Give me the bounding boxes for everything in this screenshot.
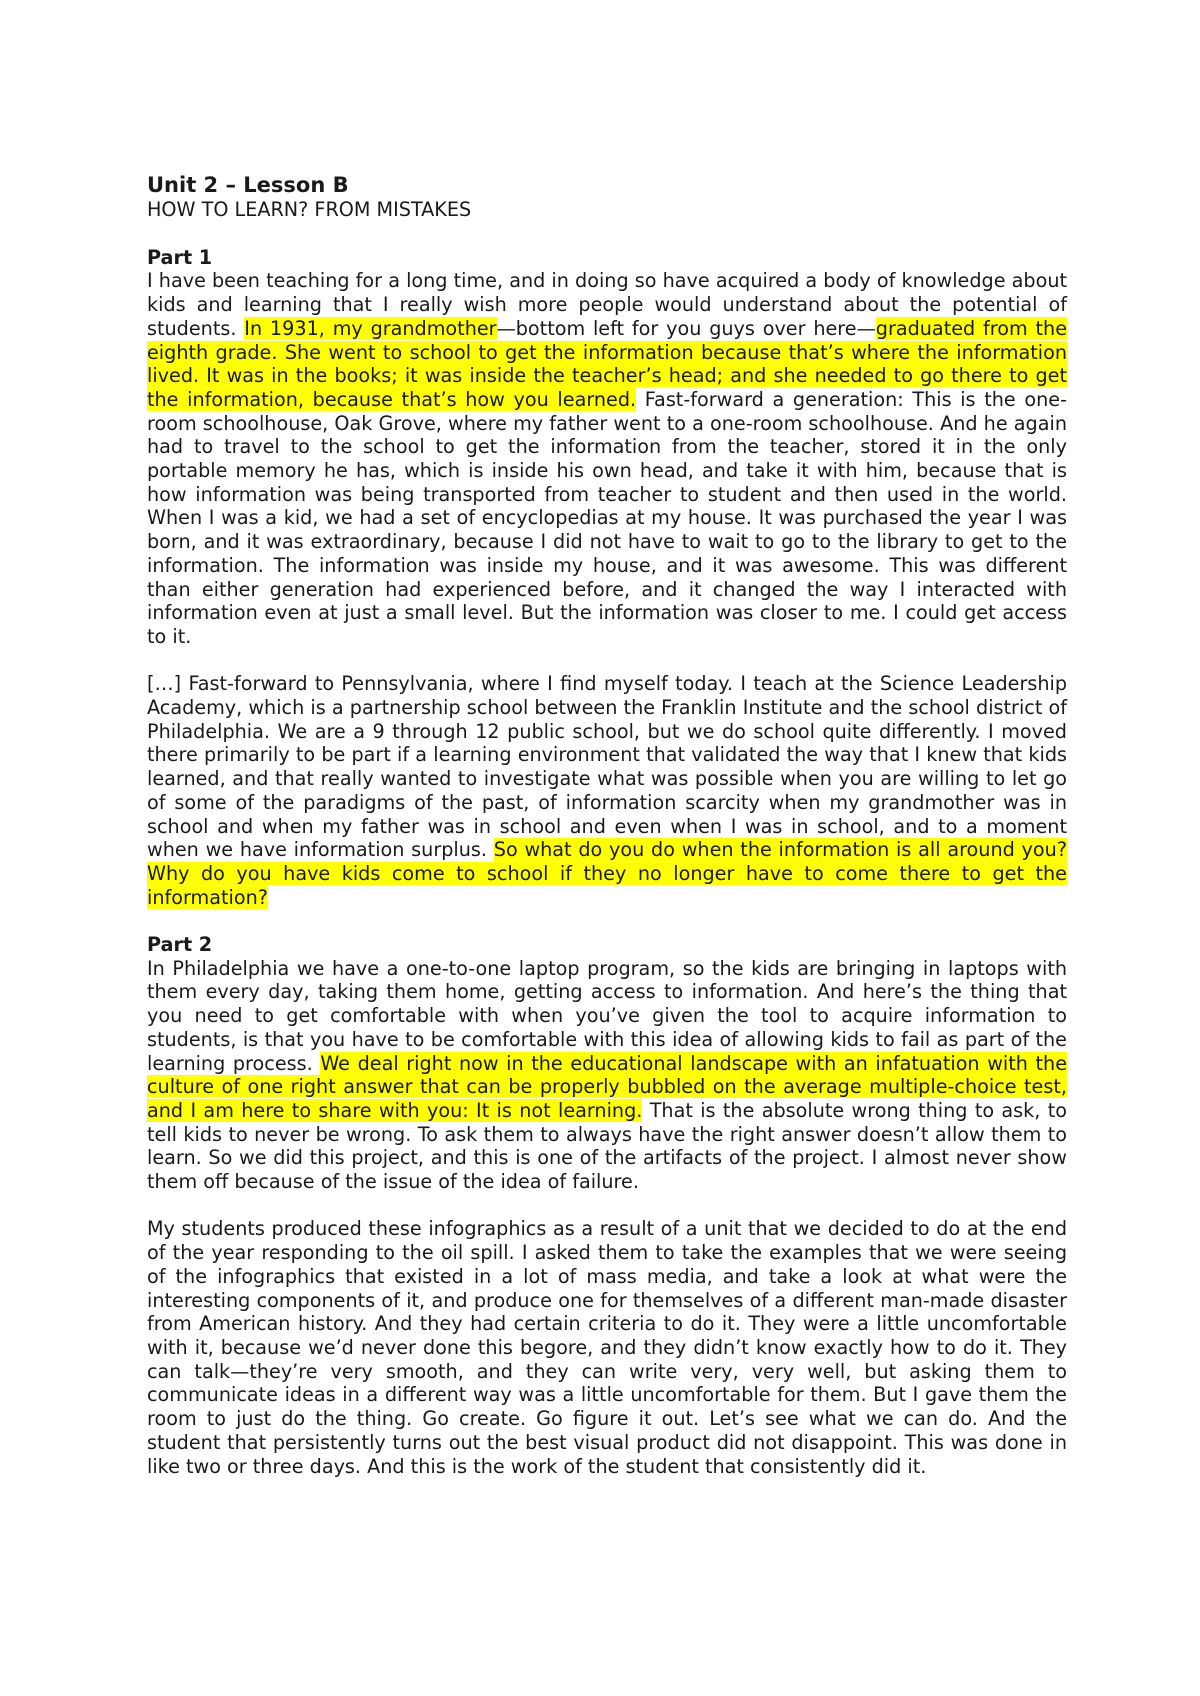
text-run: That is the absolute wrong thing to ask, to tell kids to never be wrong. To ask them to always have the right answer doesn’t allow them to learn. So we did this project, and this is one of the artifacts of the project. I almost never show them off because of the issue of the idea of failure.: [147, 1098, 1067, 1194]
part-2-paragraph-1: [147, 957, 1067, 1194]
part-1-paragraph-2: [147, 672, 1067, 909]
part-1-heading: Part 1: [147, 245, 213, 269]
highlighted-text: graduated from the eighth grade. She went to school to get the information because that’s where the information lived. It was in the books; it was inside the teacher’s head; and she needed to go there to get the information, because that’s how you learned.: [147, 316, 1068, 411]
text-run: […] Fast-forward to Pennsylvania, where I find myself today. I teach at the Science Leadership Academy, which is a partnership school between the Franklin Institute and the school district of Philadelphia. We are a 9 through 12 public school, but we do school quite differently. I moved there primarily to be part if a learning environment that validated the way that I knew that kids learned, and that really wanted to investigate what was possible when you are willing to let go of some of the paradigms of the past, of information scarcity when my grandmother was in school and when my father was in school and even when I was in school, and to a moment when we have information surplus.: [147, 672, 1067, 862]
text-run: Fast-forward a generation: This is the one-room schoolhouse, Oak Grove, where my father went to a one-room schoolhouse. And he again had to travel to the school to get the information from the teacher, stored it in the only portable memory he has, which is inside his own head, and take it with him, because that is how information was being transported from teacher to student and then used in the world. When I was a kid, we had a set of encyclopedias at my house. It was purchased the year I was born, and it was extraordinary, because I did not have to wait to go to the library to get to the information. The information was inside my house, and it was awesome. This was different than either generation had experienced before, and it changed the way I interacted with information even at just a small level. But the information was closer to me. I could get access to it.: [147, 387, 1067, 648]
spacer: [147, 1194, 1067, 1218]
text-run: I have been teaching for a long time, and in doing so have acquired a body of knowledge about kids and learning that I really wish more people would understand about the potential of students.: [147, 269, 1067, 340]
spacer: [147, 649, 1067, 673]
part-2-heading: Part 2: [147, 933, 213, 957]
lesson-subtitle: HOW TO LEARN? FROM MISTAKES: [147, 198, 472, 221]
highlighted-text: In 1931, my grandmother: [244, 316, 497, 340]
text-run: In Philadelphia we have a one-to-one laptop program, so the kids are bringing in laptops with them every day, taking them home, getting access to information. And here’s the thing that you need to get comfortable with when you’ve given the tool to acquire information to students, is that you have to be comfortable with this idea of allowing kids to fail as part of the learning process.: [147, 956, 1067, 1075]
part-2-paragraph-2: [147, 1217, 1067, 1478]
highlighted-text: So what do you do when the information is all around you? Why do you have kids come to school if they no longer have to come there to get the information?: [147, 838, 1067, 909]
document-body: [147, 172, 1067, 1478]
text-run: My students produced these infographics as a result of a unit that we decided to do at the end of the year responding to the oil spill. I asked them to take the examples that we were seeing of the infographics that existed in a lot of mass media, and take a look at what were the interesting components of it, and produce one for themselves of a different man-made disaster from American history. And they had certain criteria to do it. They were a little uncomfortable with it, because we’d never done this begore, and they didn’t know exactly how to do it. They can talk—they’re very smooth, and they can write very, very well, but asking them to communicate ideas in a different way was a little uncomfortable for them. But I gave them the room to just do the thing. Go create. Go figure it out. Let’s see what we can do. And the student that persistently turns out the best visual product did not disappoint. This was done in like two or three days. And this is the work of the student that consistently did it.: [147, 1217, 1067, 1478]
text-run: —bottom left for you guys over here—: [496, 316, 876, 340]
lesson-title: Unit 2 – Lesson B: [147, 173, 349, 197]
spacer: [147, 909, 1067, 933]
highlighted-text: We deal right now in the educational landscape with an infatuation with the culture of one right answer that can be properly bubbled on the average multiple-choice test, and I am here to share with you: It is not learning.: [147, 1051, 1068, 1122]
part-1-paragraph-1: [147, 269, 1067, 648]
spacer: [147, 222, 1067, 246]
